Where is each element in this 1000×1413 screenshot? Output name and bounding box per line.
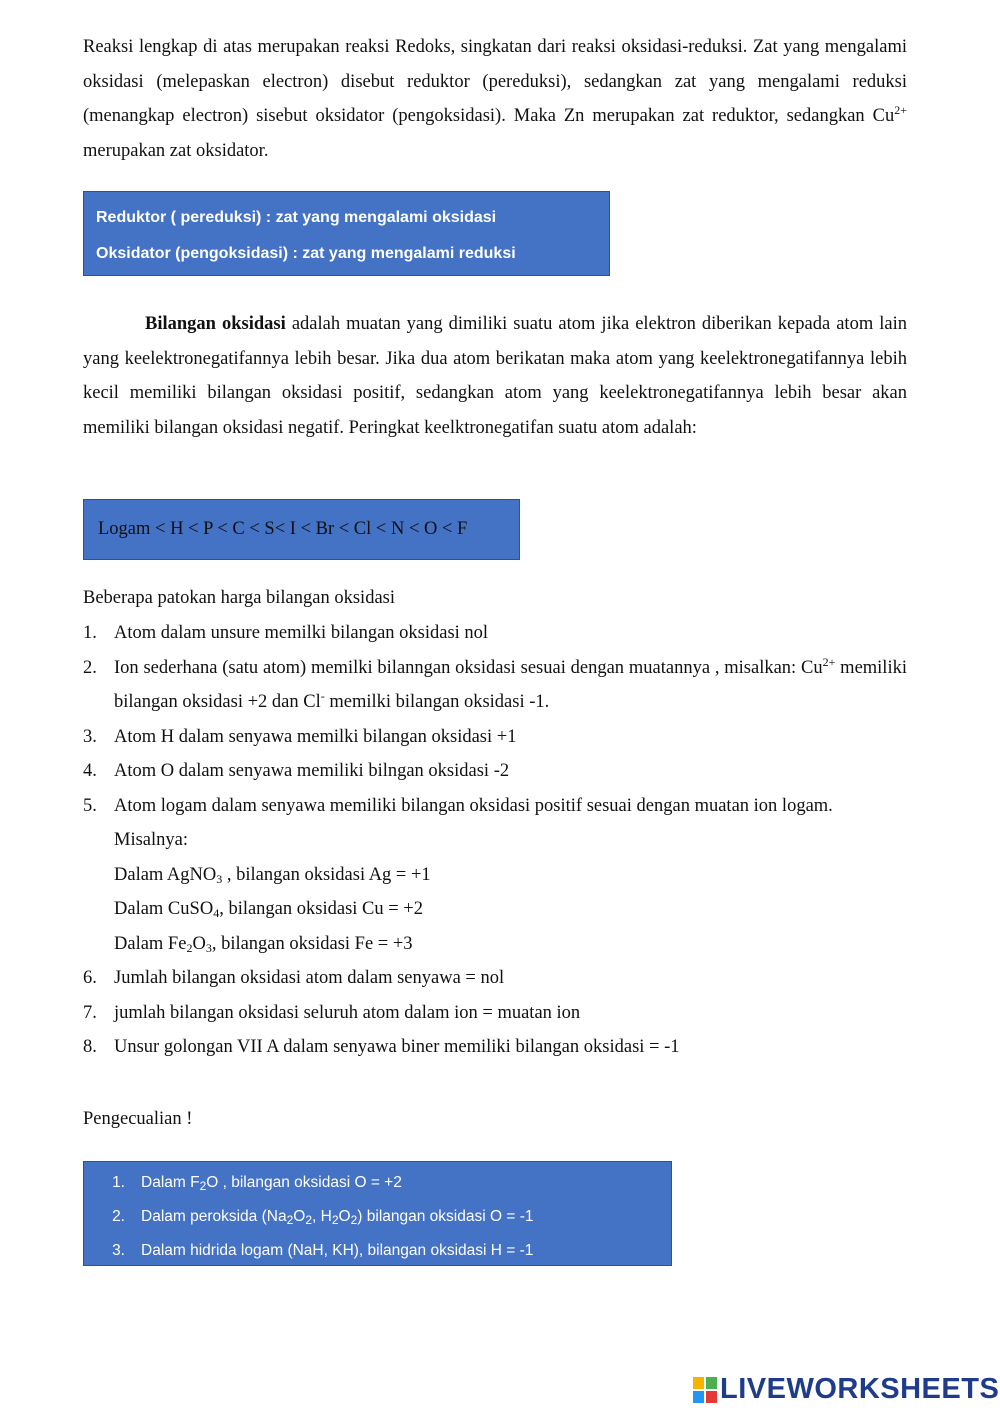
rules-list (83, 616, 907, 1065)
exception-item (84, 1166, 671, 1200)
rule-text: Unsur golongan VII A dalam senyawa biner memiliki bilangan oksidasi = -1 (114, 1037, 680, 1057)
logo-square (706, 1377, 717, 1389)
rule-item (83, 961, 907, 996)
rule-item (83, 1030, 907, 1065)
rule-item (83, 996, 907, 1031)
rule-text: Ion sederhana (satu atom) memilki bilanngan oksidasi sesuai dengan muatannya , misalkan: $Cu^{2+}$ memiliki bilangan oksidasi +2 dan Cl- memilki bilangan oksidasi -1. (114, 654, 907, 712)
electronegativity-order: Logam < H < P < C < S< I < Br < Cl < N < O < F (98, 519, 468, 539)
rule-item (83, 754, 907, 789)
rules-heading: Beberapa patokan harga bilangan oksidasi (83, 588, 395, 608)
rule-text: Jumlah bilangan oksidasi atom dalam senyawa = nol (114, 968, 505, 988)
rule-text: Atom dalam unsure memilki bilangan oksidasi nol (114, 623, 489, 643)
exception-text: Dalam $F_2O$ , bilangan oksidasi O = +2 (141, 1174, 402, 1193)
cu-charge: 2+ (894, 103, 907, 117)
rule-item (83, 651, 907, 720)
example-agno3: Dalam AgNO$_3$ , bilangan oksidasi Ag = +1 (114, 864, 431, 886)
intro-text-b: merupakan zat oksidator. (83, 140, 269, 161)
electronegativity-box (83, 499, 520, 560)
rule-number: 1. (83, 623, 97, 643)
exception-text: Dalam peroksida ($Na_2O_2$, $H_2O_2$) bilangan oksidasi O = -1 (141, 1208, 534, 1227)
intro-text-a: Reaksi lengkap di atas merupakan reaksi Redoks, singkatan dari reaksi oksidasi-reduksi. Zat yang mengalami oksidasi (melepaskan electron) disebut reduktor (pereduksi), sedangkan zat yang mengalami reduksi (menangkap electron) sisebut oksidator (pengoksidasi). Maka Zn merupakan zat reduktor, sedangkan Cu (83, 37, 907, 126)
logo-square (706, 1391, 717, 1403)
intro-text (83, 30, 907, 168)
rule-text: Atom logam dalam senyawa memiliki bilangan oksidasi positif sesuai dengan muatan ion logam. Misalnya: Dalam AgNO$_3$ , bilangan oksidasi Ag = +1 Dalam CuSO$_4$, bilangan oksidasi Cu = +2 Dalam $Fe_2O_3$, bilangan oksidasi Fe = +3 (114, 789, 907, 962)
rule-item (83, 789, 907, 962)
oxidation-number-term: Bilangan oksidasi (145, 314, 286, 334)
definition-box (83, 191, 610, 276)
logo-square (693, 1391, 704, 1403)
rule-number: 3. (83, 726, 97, 747)
oksidator-definition: Oksidator (pengoksidasi) : zat yang mengalami reduksi (96, 245, 516, 262)
exception-item (84, 1200, 671, 1234)
exception-text: Dalam hidrida logam (NaH, KH), bilangan oksidasi H = -1 (141, 1242, 534, 1259)
rule-text: Atom O dalam senyawa memiliki bilngan oksidasi -2 (114, 761, 510, 781)
exceptions-title: Pengecualian ! (83, 1109, 193, 1129)
rule-text: jumlah bilangan oksidasi seluruh atom dalam ion = muatan ion (114, 1002, 581, 1023)
liveworksheets-logo (693, 1373, 999, 1406)
rule-number: 8. (83, 1037, 97, 1057)
exception-number: 3. (112, 1242, 125, 1259)
liveworksheets-logo-icon (693, 1377, 717, 1403)
exception-item (84, 1234, 671, 1268)
rule-number: 4. (83, 761, 97, 781)
liveworksheets-logo-text: LIVEWORKSHEETS (720, 1373, 1000, 1405)
reduktor-definition: Reduktor ( pereduksi) : zat yang mengalami oksidasi (96, 209, 497, 226)
rule-item (83, 720, 907, 755)
example-cuso4: Dalam CuSO$_4$, bilangan oksidasi Cu = +2 (114, 899, 423, 920)
rule-text: Atom H dalam senyawa memilki bilangan oksidasi +1 (114, 726, 517, 747)
rule-number: 5. (83, 795, 97, 816)
exceptions-box (83, 1161, 672, 1266)
intro-paragraph (83, 30, 907, 168)
oxidation-number-paragraph (83, 307, 907, 445)
rule-number: 6. (83, 968, 97, 988)
exception-number: 1. (112, 1174, 125, 1191)
rule-number: 7. (83, 1002, 97, 1023)
logo-square (693, 1377, 704, 1389)
rule-number: 2. (83, 657, 97, 678)
rule-item (83, 616, 907, 651)
exception-number: 2. (112, 1208, 125, 1225)
example-label: Misalnya: (114, 830, 188, 850)
oxidation-number-text: adalah muatan yang dimiliki suatu atom jika elektron diberikan kepada atom lain yang keelektronegatifannya lebih besar. Jika dua atom berikatan maka atom yang keelektronegatifannya lebih kecil memiliki bilangan oksidasi positif, sedangkan atom yang keelektronegatifannya lebih besar akan memiliki bilangan oksidasi negatif. Peringkat keelktronegatifan suatu atom adalah: (83, 314, 908, 438)
example-fe2o3: Dalam $Fe_2O_3$, bilangan oksidasi Fe = +3 (114, 933, 413, 955)
